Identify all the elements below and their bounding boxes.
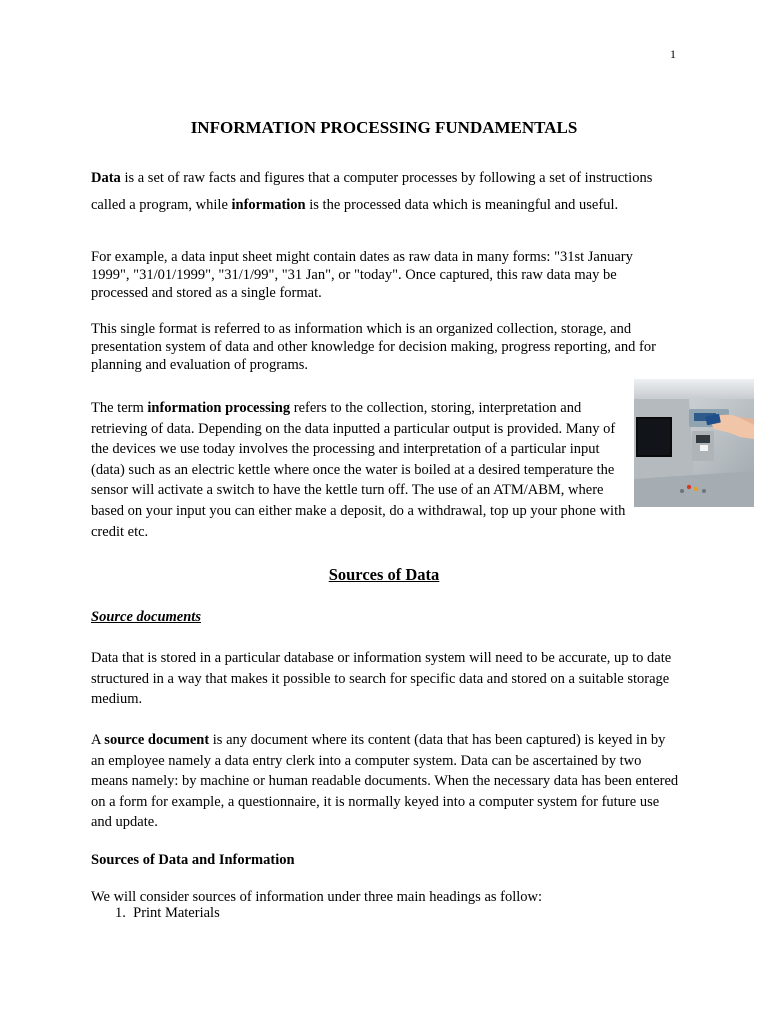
- list-item: 1. Print Materials: [115, 905, 220, 921]
- document-title: INFORMATION PROCESSING FUNDAMENTALS: [190, 118, 578, 137]
- paragraph-example: For example, a data input sheet might contain dates as raw data in many forms: "31st January 1999", "31/01/1999", "31/1/99", "31 Jan", or "today". Once captured, this raw data may be processed and stored as a single format.: [91, 249, 633, 301]
- paragraph-single-format: This single format is referred to as information which is an organized collection, storage, and presentation system of data and other knowledge for decision making, progress reporting, and for planning and evaluation of programs.: [91, 321, 656, 373]
- term-source-document: source document: [104, 732, 210, 748]
- page-number: 1: [670, 47, 676, 61]
- term-data: Data: [91, 170, 121, 186]
- subheading-sources-of-data-and-information: Sources of Data and Information: [91, 852, 295, 868]
- paragraph-sources-intro: We will consider sources of information under three main headings as follow:: [91, 889, 543, 905]
- paragraph-data-definition: Data is a set of raw facts and figures that a computer processes by following a set of instructions called a program, while information is the processed data which is meaningful and useful.: [91, 170, 653, 213]
- term-information: information: [231, 197, 306, 213]
- heading-sources-of-data: Sources of Data: [328, 565, 440, 584]
- paragraph-source-document: A source document is any document where its content (data that has been captured) is keyed in by an employee namely a data entry clerk into a computer system. Data can be ascertained by two means namely: by machine or human readable documents. When the necessary data has been entered on a form for example, a questionnaire, it is normally keyed into a computer system for future use and update.: [91, 732, 679, 831]
- subheading-source-documents: Source documents: [91, 609, 201, 625]
- term-information-processing: information processing: [147, 400, 291, 416]
- atm-photo: [634, 379, 754, 507]
- paragraph-information-processing: The term information processing refers to the collection, storing, interpretation and retrieving of data. Depending on the data inputted a particular output is provided. Many of the devices we use today involves the processing and interpretation of a particular input (data) such as an electric kettle where once the water is boiled at a desired temperature the sensor will activate a switch to have the kettle turn off. The use of an ATM/ABM, where based on your input you can either make a deposit, do a withdrawal, top up your phone with credit etc.: [91, 400, 626, 540]
- paragraph-data-storage: Data that is stored in a particular database or information system will need to be accurate, up to date structured in a way that makes it possible to search for specific data and stored on a suitable storage medium.: [91, 650, 672, 708]
- numbered-list: [115, 905, 220, 922]
- atm-illustration: [634, 379, 754, 507]
